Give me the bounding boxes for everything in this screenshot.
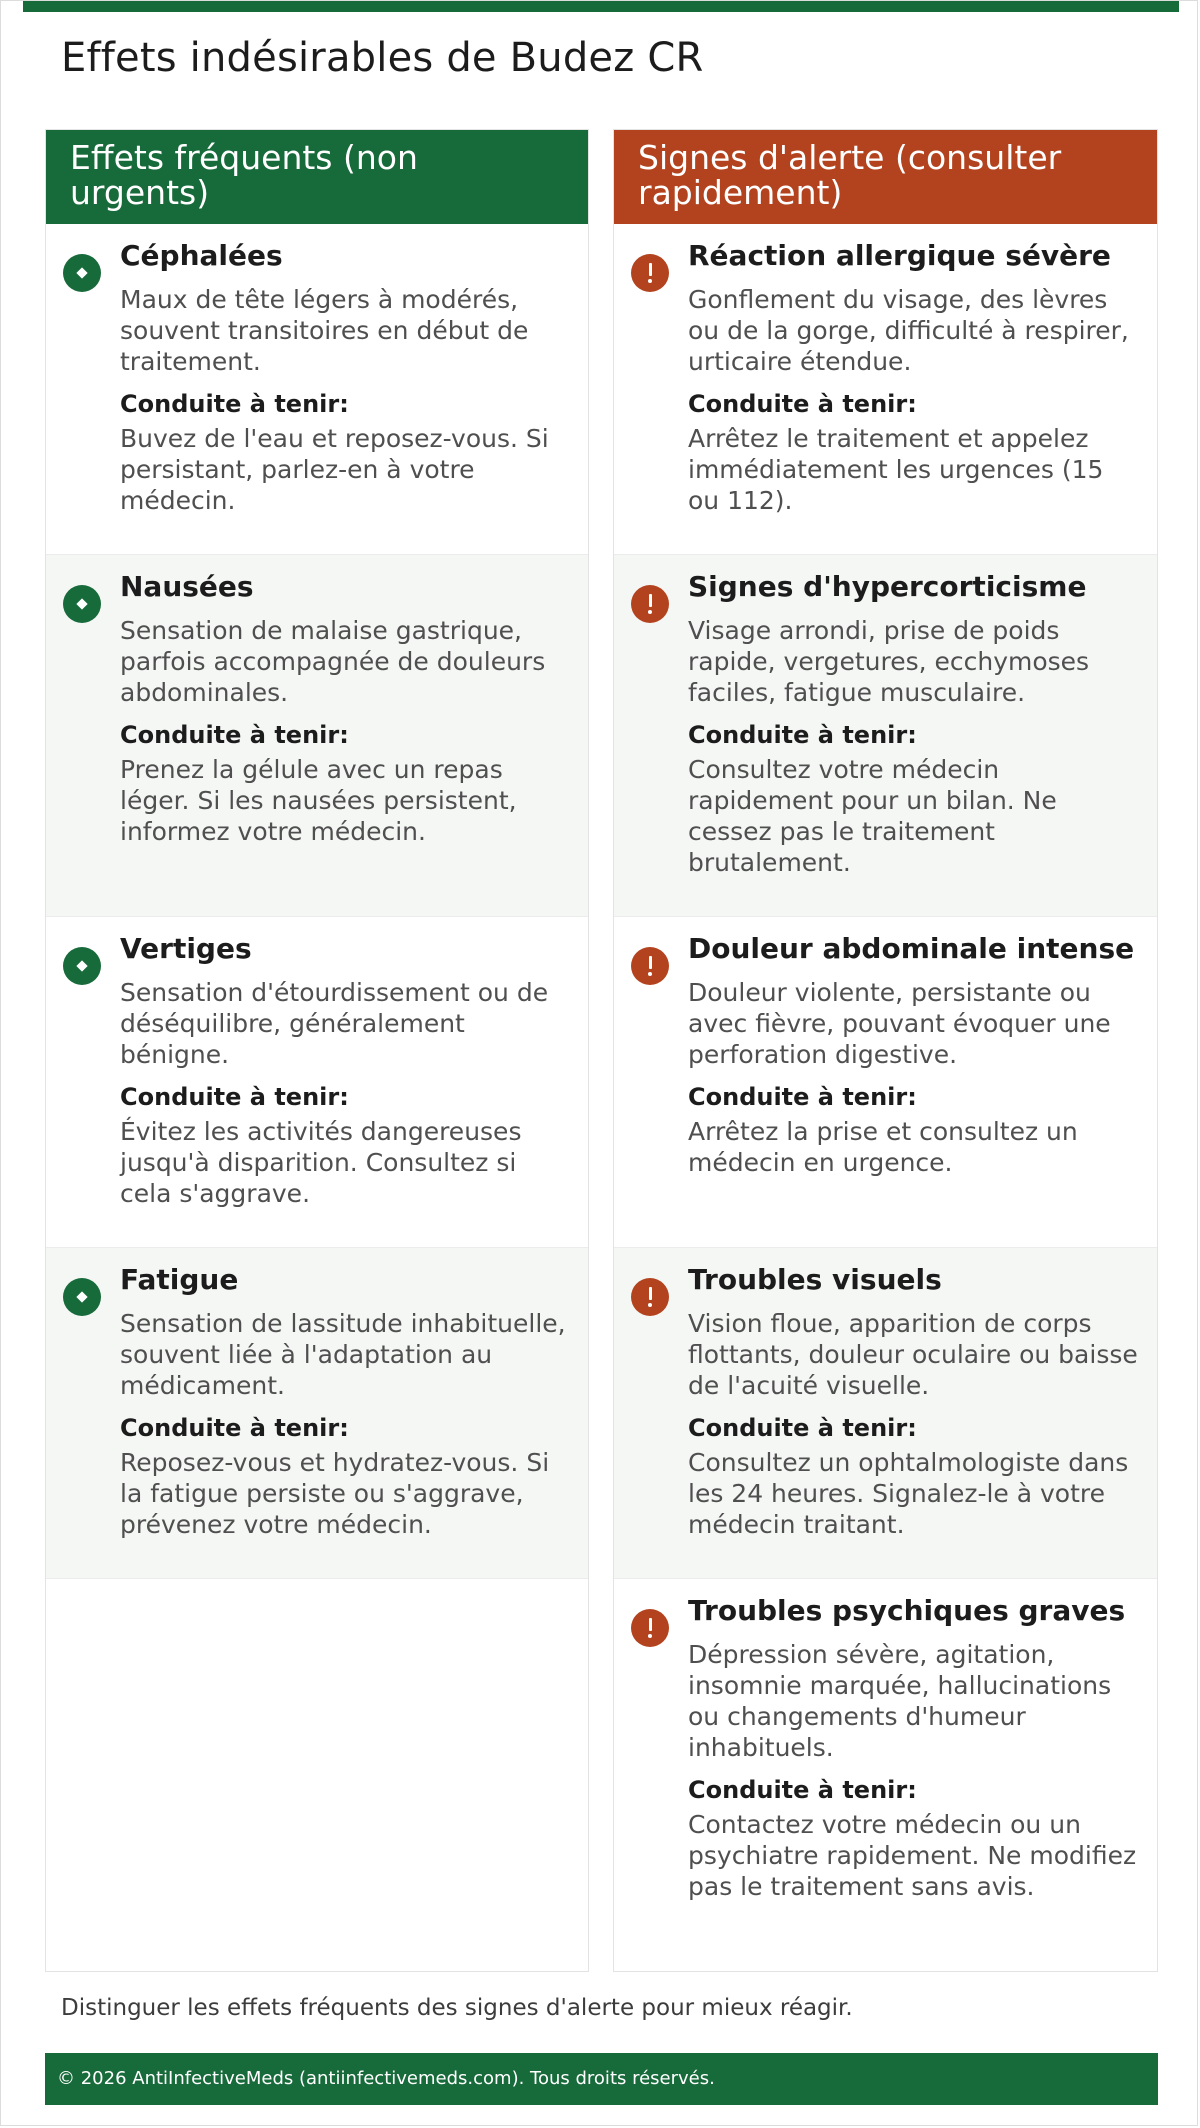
advice-label: Conduite à tenir:: [688, 1414, 917, 1442]
advice-label: Conduite à tenir:: [120, 390, 349, 418]
exclamation-icon: [631, 585, 669, 623]
warning-advice: Arrêtez la prise et consultez un médecin en urgence.: [688, 1117, 1078, 1177]
warning-description: Visage arrondi, prise de poids rapide, vergetures, ecchymoses faciles, fatigue musculaire.: [688, 616, 1090, 707]
exclamation-icon: [631, 1609, 669, 1647]
advice-label: Conduite à tenir:: [120, 721, 349, 749]
warning-item: [614, 1248, 1157, 1579]
effect-title: Fatigue: [120, 1263, 239, 1296]
warning-advice: Consultez un ophtalmologiste dans les 24 heures. Signalez-le à votre médecin traitant.: [688, 1448, 1129, 1539]
top-accent-bar: [23, 1, 1179, 12]
diamond-dot-icon: [63, 254, 101, 292]
copyright-text: © 2026 AntiInfectiveMeds (antiinfectivemeds.com). Tous droits réservés.: [57, 2068, 715, 2089]
effect-description: Sensation de lassitude inhabituelle, souvent liée à l'adaptation au médicament.: [120, 1309, 566, 1400]
footer-note: Distinguer les effets fréquents des signes d'alerte pour mieux réagir.: [61, 1995, 853, 2021]
warning-title: Douleur abdominale intense: [688, 932, 1135, 965]
effect-title: Vertiges: [120, 932, 252, 965]
warning-signs-column: [613, 129, 1158, 1972]
effect-title: Nausées: [120, 570, 254, 603]
warning-item: [614, 224, 1157, 555]
advice-label: Conduite à tenir:: [688, 1776, 917, 1804]
diamond-dot-icon: [63, 585, 101, 623]
exclamation-icon: [631, 1278, 669, 1316]
effect-advice: Évitez les activités dangereuses jusqu'à disparition. Consultez si cela s'aggrave.: [120, 1117, 522, 1208]
exclamation-icon: [631, 947, 669, 985]
effect-item: [46, 224, 588, 555]
warning-advice: Consultez votre médecin rapidement pour un bilan. Ne cessez pas le traitement brutalement.: [688, 755, 1057, 877]
effect-title: Céphalées: [120, 239, 283, 272]
effect-description: Sensation de malaise gastrique, parfois accompagnée de douleurs abdominales.: [120, 616, 546, 707]
warning-title: Réaction allergique sévère: [688, 239, 1111, 272]
effect-advice: Reposez-vous et hydratez-vous. Si la fatigue persiste ou s'aggrave, prévenez votre médecin.: [120, 1448, 550, 1539]
page-title: Effets indésirables de Budez CR: [61, 35, 704, 81]
advice-label: Conduite à tenir:: [688, 1083, 917, 1111]
diamond-dot-icon: [63, 947, 101, 985]
warning-description: Vision floue, apparition de corps flottants, douleur oculaire ou baisse de l'acuité visuelle.: [688, 1309, 1138, 1400]
exclamation-icon: [631, 254, 669, 292]
warning-advice: Arrêtez le traitement et appelez immédiatement les urgences (15 ou 112).: [688, 424, 1104, 515]
effect-item: [46, 917, 588, 1248]
warning-item: [614, 917, 1157, 1248]
advice-label: Conduite à tenir:: [120, 1083, 349, 1111]
effect-advice: Buvez de l'eau et reposez-vous. Si persistant, parlez-en à votre médecin.: [120, 424, 549, 515]
warning-item: [614, 555, 1157, 917]
advice-label: Conduite à tenir:: [688, 390, 917, 418]
advice-label: Conduite à tenir:: [688, 721, 917, 749]
copyright-bar: [45, 2053, 1158, 2105]
effect-description: Sensation d'étourdissement ou de déséquilibre, généralement bénigne.: [120, 978, 549, 1069]
warning-title: Troubles visuels: [688, 1263, 942, 1296]
common-effects-header: Effets fréquents (non urgents): [46, 130, 588, 224]
diamond-dot-icon: [63, 1278, 101, 1316]
effect-advice: Prenez la gélule avec un repas léger. Si les nausées persistent, informez votre médecin.: [120, 755, 517, 846]
effect-description: Maux de tête légers à modérés, souvent transitoires en début de traitement.: [120, 285, 529, 376]
warning-item: [614, 1579, 1157, 1972]
warning-title: Signes d'hypercorticisme: [688, 570, 1087, 603]
effect-item: [46, 1248, 588, 1579]
common-effects-column: [45, 129, 589, 1972]
warning-title: Troubles psychiques graves: [688, 1594, 1126, 1627]
warning-description: Dépression sévère, agitation, insomnie marquée, hallucinations ou changements d'humeur inhabituels.: [688, 1640, 1112, 1762]
warning-description: Gonflement du visage, des lèvres ou de la gorge, difficulté à respirer, urticaire étendue.: [688, 285, 1129, 376]
warning-description: Douleur violente, persistante ou avec fièvre, pouvant évoquer une perforation digestive.: [688, 978, 1111, 1069]
effect-item: [46, 555, 588, 917]
advice-label: Conduite à tenir:: [120, 1414, 349, 1442]
warning-signs-header: Signes d'alerte (consulter rapidement): [614, 130, 1157, 224]
warning-advice: Contactez votre médecin ou un psychiatre rapidement. Ne modifiez pas le traitement sans avis.: [688, 1810, 1137, 1901]
